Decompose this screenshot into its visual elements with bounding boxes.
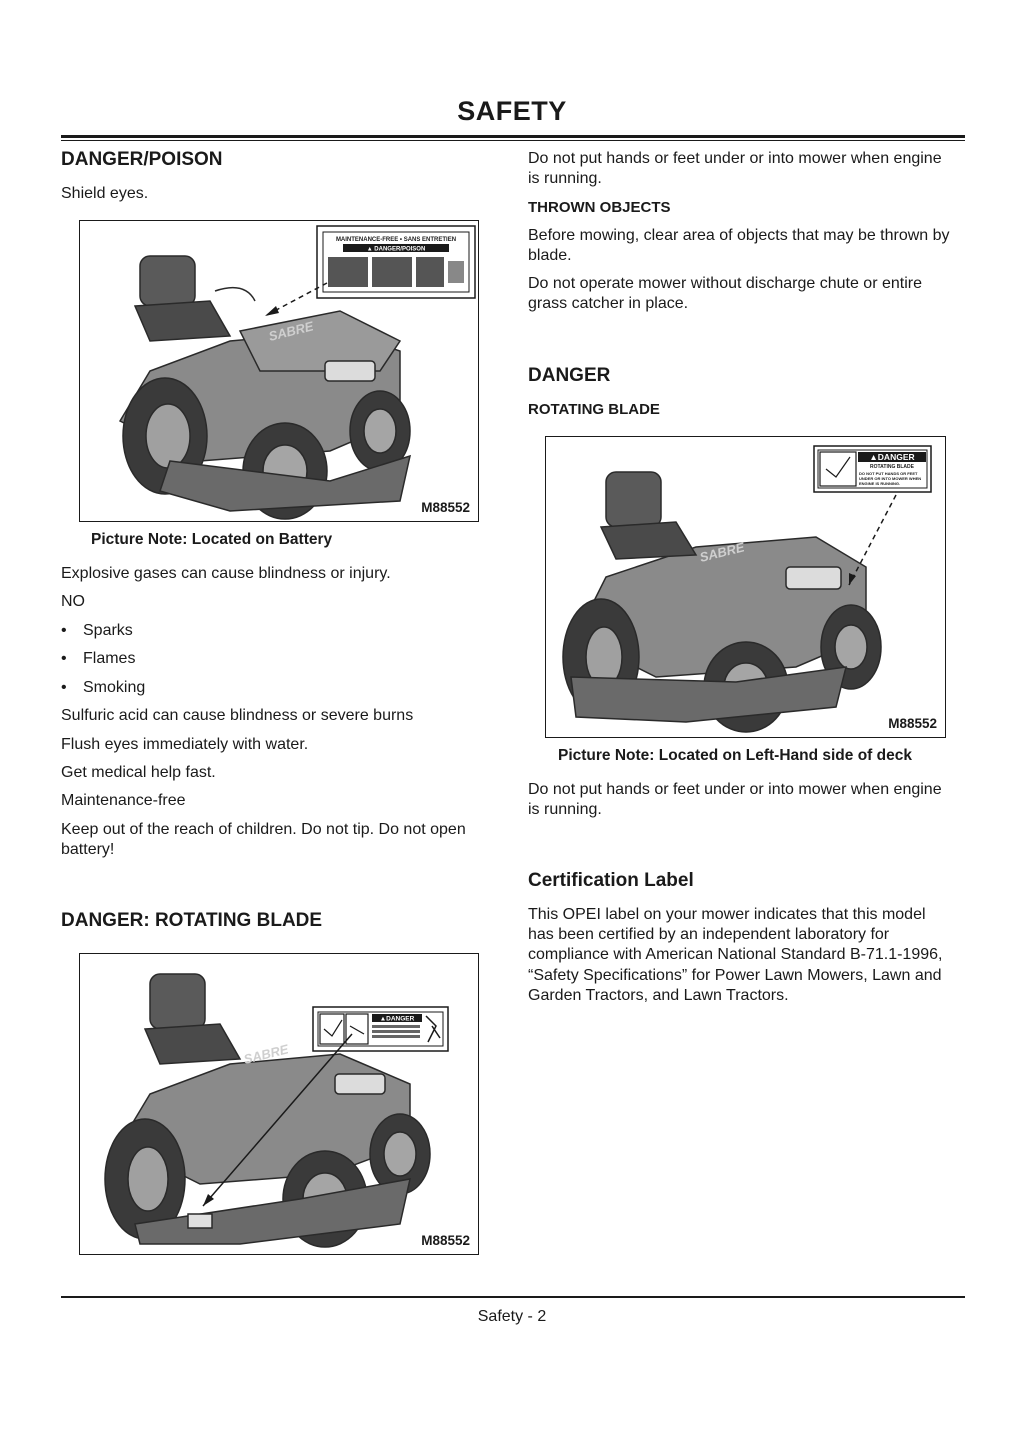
maintenance-free-text: Maintenance-free xyxy=(61,792,186,809)
thrown-objects-heading: THROWN OBJECTS xyxy=(528,199,671,216)
battery-label-figure xyxy=(79,220,479,522)
no-text: NO xyxy=(61,593,85,610)
section-heading-rotating-blade: DANGER: ROTATING BLADE xyxy=(61,910,323,931)
clear-area-text: Before mowing, clear area of objects that may be thrown by xyxy=(528,227,950,244)
picture-note-battery: Picture Note: Located on Battery xyxy=(91,531,333,548)
cert-text-line1: This OPEI label on your mower indicates that this model xyxy=(528,906,926,923)
deck-decal-subtitle: ROTATING BLADE xyxy=(870,464,914,470)
tractor-illustration-deck xyxy=(546,437,945,737)
tractor-brand-text: SABRE xyxy=(267,318,315,344)
medical-help-text: Get medical help fast. xyxy=(61,764,216,781)
hands-feet-text-2: Do not put hands or feet under or into mower when engine xyxy=(528,781,942,798)
page-footer: Safety - 2 xyxy=(477,1308,547,1325)
shield-eyes-text: Shield eyes. xyxy=(61,185,149,202)
cert-text-line4: “Safety Specifications” for Power Lawn Mowers, Lawn and xyxy=(528,967,942,984)
tractor-brand-text: SABRE xyxy=(698,539,746,565)
discharge-chute-text: Do not operate mower without discharge chute or entire xyxy=(528,275,922,292)
picture-note-deck: Picture Note: Located on Left-Hand side of deck xyxy=(558,747,912,764)
footer-rule xyxy=(61,1296,965,1298)
sulfuric-acid-text: Sulfuric acid can cause blindness or severe burns xyxy=(61,707,414,724)
tractor-illustration-blade xyxy=(80,954,478,1254)
discharge-chute-text-cont: grass catcher in place. xyxy=(528,295,689,312)
figure-id: M88552 xyxy=(421,500,470,515)
page-title: SAFETY xyxy=(457,96,567,126)
keep-out-text-cont: battery! xyxy=(61,841,115,858)
hands-feet-text: Do not put hands or feet under or into mower when engine xyxy=(528,150,942,167)
bullet-sparks: • Sparks xyxy=(83,621,133,641)
tractor-brand-text: SABRE xyxy=(242,1041,290,1067)
certification-label-heading: Certification Label xyxy=(528,870,694,891)
bullet-flames: • Flames xyxy=(83,649,135,669)
deck-label-figure xyxy=(545,436,946,738)
tractor-illustration-battery xyxy=(80,221,478,521)
section-heading-danger: DANGER xyxy=(528,365,611,386)
deck-decal-line1: DO NOT PUT HANDS OR FEET xyxy=(859,471,918,476)
deck-decal-title: ▲DANGER xyxy=(869,452,915,462)
rotating-blade-figure xyxy=(79,953,479,1255)
cert-text-line5: Garden Tractors, and Lawn Tractors. xyxy=(528,987,789,1004)
rotating-blade-subheading: ROTATING BLADE xyxy=(528,401,660,418)
clear-area-text-cont: blade. xyxy=(528,247,572,264)
hands-feet-text-2-cont: is running. xyxy=(528,801,602,818)
deck-decal-line2: UNDER OR INTO MOWER WHEN xyxy=(859,476,922,481)
battery-decal-line2: ▲ DANGER/POISON xyxy=(366,246,426,253)
battery-decal-line1: MAINTENANCE-FREE • SANS ENTRETIEN xyxy=(335,237,457,243)
cert-text-line3: compliance with American National Standard B-71.1-1996, xyxy=(528,946,943,963)
hands-feet-text-cont: is running. xyxy=(528,170,602,187)
explosive-gases-text: Explosive gases can cause blindness or injury. xyxy=(61,565,391,582)
header-rule-thin xyxy=(61,140,965,141)
section-heading-danger-poison: DANGER/POISON xyxy=(61,149,223,170)
deck-decal-line3: ENGINE IS RUNNING. xyxy=(859,481,901,486)
figure-id: M88552 xyxy=(421,1233,470,1248)
bullet-smoking: • Smoking xyxy=(83,678,145,698)
flush-eyes-text: Flush eyes immediately with water. xyxy=(61,736,309,753)
header-rule xyxy=(61,135,965,138)
figure-id: M88552 xyxy=(888,716,937,731)
blade-decal-title: ▲DANGER xyxy=(379,1015,415,1023)
keep-out-text: Keep out of the reach of children. Do not tip. Do not open xyxy=(61,821,466,838)
cert-text-line2: has been certified by an independent laboratory for xyxy=(528,926,890,943)
